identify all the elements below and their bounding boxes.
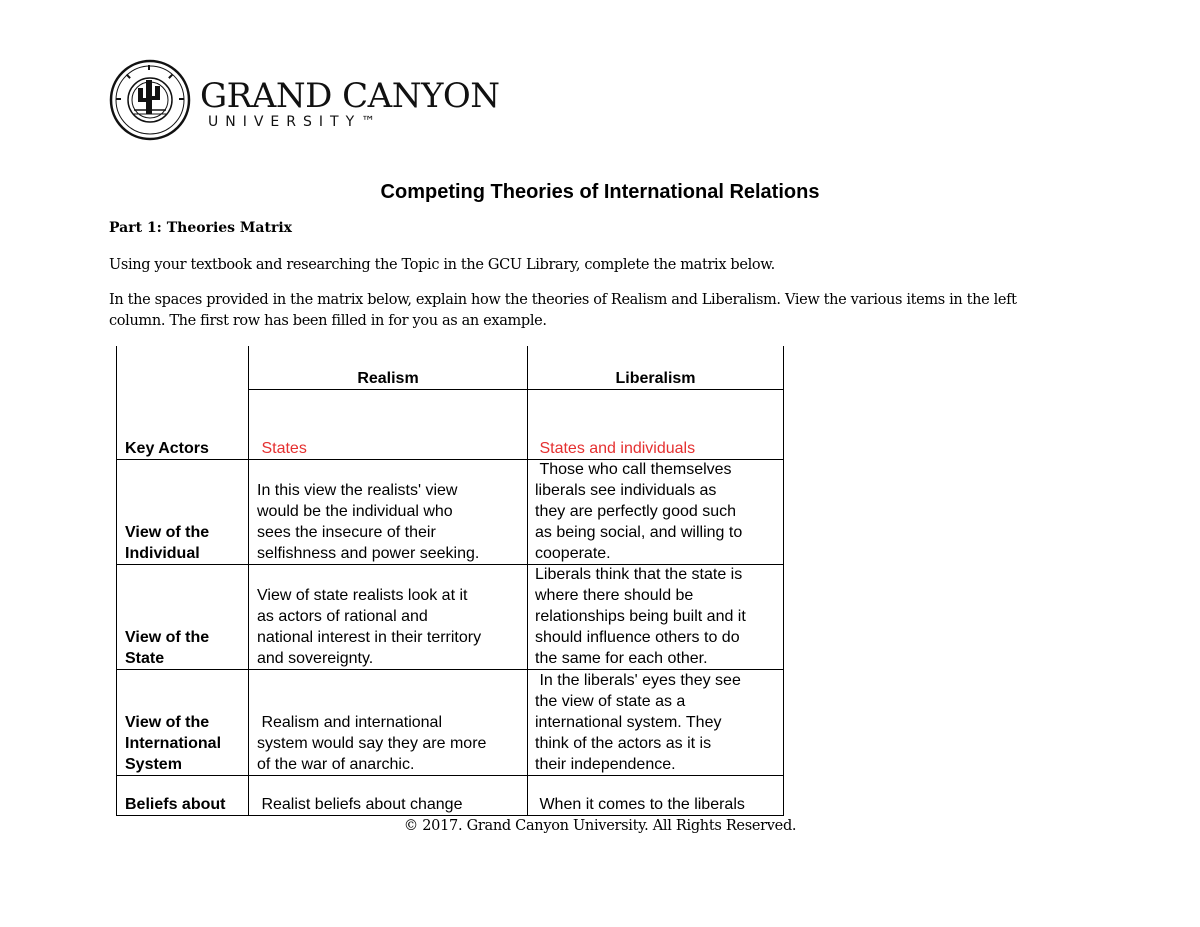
- university-logo: [108, 58, 500, 142]
- cell-individual-realism: In this view the realists' view would be the individual who sees the insecure of their selfishness and power seeking.: [257, 482, 480, 562]
- cell-beliefs-realism: Realist beliefs about change: [257, 796, 463, 813]
- university-seal-icon: [108, 58, 192, 142]
- row-label-key-actors: Key Actors: [125, 440, 209, 457]
- copyright-footer: © 2017. Grand Canyon University. All Rights Reserved.: [403, 818, 797, 834]
- table-border-right: [783, 346, 784, 816]
- cell-key-actors-realism: States: [257, 440, 307, 457]
- table-divider: [116, 775, 784, 776]
- instruction-paragraph-1: Using your textbook and researching the Topic in the GCU Library, complete the matrix below.: [109, 257, 775, 273]
- instruction-paragraph-2: In the spaces provided in the matrix below, explain how the theories of Realism and Liberalism. View the various items in the left column. The first row has been filled in for you as an example.: [109, 292, 1017, 329]
- cell-state-realism: View of state realists look at it as actors of rational and national interest in their territory and sovereignty.: [257, 587, 482, 667]
- row-label-view-of-state: View of the State: [125, 629, 210, 667]
- theories-matrix: [116, 346, 784, 816]
- logo-wordmark: [200, 78, 500, 130]
- table-divider: [527, 346, 528, 816]
- row-label-view-of-international-system: View of the International System: [125, 714, 222, 773]
- cell-individual-liberalism: Those who call themselves liberals see individuals as they are perfectly good such as being social, and willing to cooperate.: [535, 461, 743, 562]
- column-header-liberalism: Liberalism: [615, 370, 696, 387]
- cell-international-system-liberalism: In the liberals' eyes they see the view of state as a international system. They think of the actors as it is their independence.: [535, 672, 741, 773]
- cell-international-system-realism: Realism and international system would say they are more of the war of anarchic.: [257, 714, 487, 773]
- cell-key-actors-liberalism: States and individuals: [535, 440, 696, 457]
- row-label-view-of-individual: View of the Individual: [125, 524, 210, 562]
- column-header-realism: Realism: [357, 370, 419, 387]
- table-divider: [248, 346, 249, 816]
- logo-sub: UNIVERSITY™: [208, 114, 383, 130]
- part-heading: Part 1: Theories Matrix: [109, 220, 292, 236]
- document-title: Competing Theories of International Relations: [380, 181, 820, 203]
- cell-state-liberalism: Liberals think that the state is where there should be relationships being built and it should influence others to do the same for each other.: [535, 566, 746, 667]
- cell-beliefs-liberalism: When it comes to the liberals: [535, 796, 745, 813]
- row-label-beliefs-about: Beliefs about: [125, 796, 226, 813]
- logo-name: GRAND CANYON: [200, 76, 500, 116]
